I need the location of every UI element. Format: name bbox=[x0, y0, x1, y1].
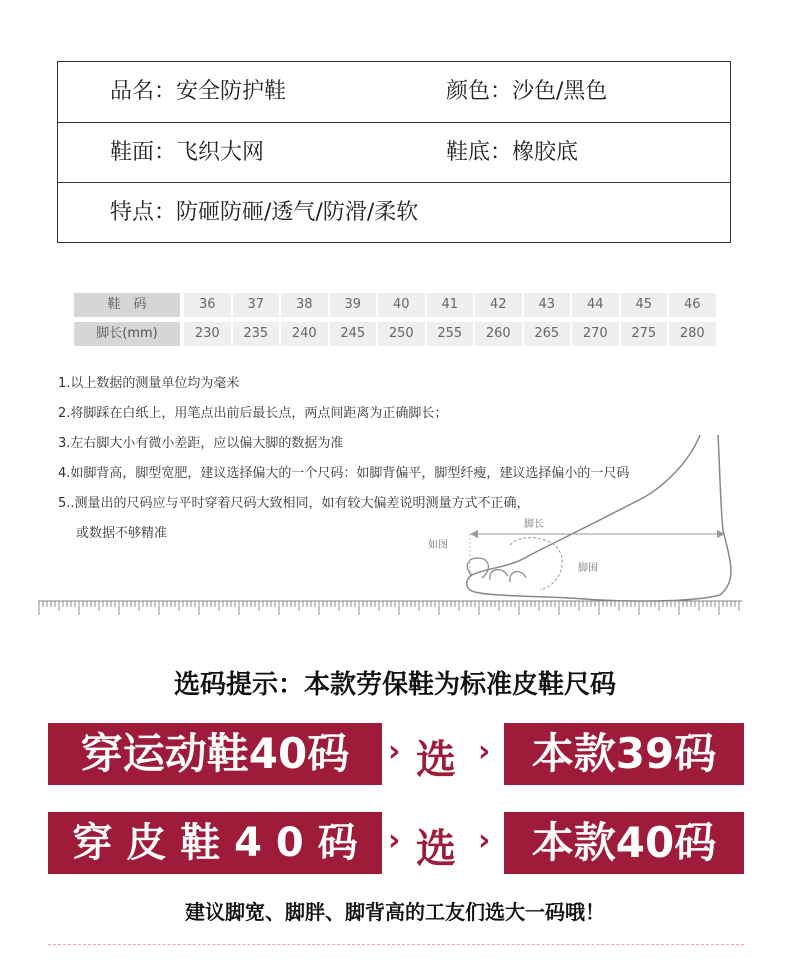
foot-shape-label: 脚围 bbox=[578, 563, 598, 574]
product-info-table bbox=[57, 61, 731, 243]
length-cell: 260 bbox=[475, 322, 522, 346]
length-cell: 245 bbox=[330, 322, 377, 346]
product-upper: 鞋面：飞织大网 bbox=[110, 140, 265, 165]
product-features: 特点：防砸防砸/透气/防滑/柔软 bbox=[110, 200, 419, 225]
divider bbox=[48, 944, 744, 945]
foot-length-label: 脚长 bbox=[524, 519, 544, 530]
rule2-choose: 选 bbox=[416, 826, 456, 872]
length-cell: 250 bbox=[378, 322, 425, 346]
rule2-left-block: 穿 皮 鞋 4 0 码 bbox=[48, 812, 382, 874]
as-shown-label: 如图 bbox=[428, 540, 448, 551]
info-row-upper-sole bbox=[58, 122, 730, 182]
rule1-right-block: 本款39码 bbox=[504, 723, 744, 785]
note-item: 2.将脚踩在白纸上，用笔点出前后最长点，两点间距离为正确脚长； bbox=[58, 406, 448, 421]
note-item: 1.以上数据的测量单位均为毫米 bbox=[58, 376, 240, 391]
arrow-icon: › bbox=[478, 823, 491, 858]
rule1-choose: 选 bbox=[416, 737, 456, 783]
size-cell: 42 bbox=[475, 293, 522, 317]
info-row-name-color bbox=[58, 62, 730, 122]
size-cell: 39 bbox=[330, 293, 377, 317]
length-cell: 240 bbox=[281, 322, 328, 346]
length-row-label: 脚长(mm) bbox=[74, 322, 180, 346]
product-name: 品名：安全防护鞋 bbox=[110, 79, 287, 104]
arrow-icon: › bbox=[388, 823, 401, 858]
product-color: 颜色：沙色/黑色 bbox=[446, 79, 608, 104]
size-cell: 37 bbox=[233, 293, 280, 317]
sizing-tip-title: 选码提示：本款劳保鞋为标准皮鞋尺码 bbox=[173, 670, 616, 700]
length-cell: 280 bbox=[669, 322, 716, 346]
length-cell: 265 bbox=[524, 322, 571, 346]
product-sole: 鞋底：橡胶底 bbox=[446, 140, 579, 165]
size-cell: 44 bbox=[572, 293, 619, 317]
info-row-features bbox=[58, 182, 730, 242]
advice-text: 建议脚宽、脚胖、脚背高的工友们选大一码哦！ bbox=[185, 900, 605, 924]
size-cell: 36 bbox=[184, 293, 231, 317]
length-cell: 230 bbox=[184, 322, 231, 346]
size-cell: 40 bbox=[378, 293, 425, 317]
rule2-right-block: 本款40码 bbox=[504, 812, 744, 874]
size-cell: 45 bbox=[621, 293, 668, 317]
size-row-label: 鞋 码 bbox=[74, 293, 180, 317]
note-item: 或数据不够精准 bbox=[76, 526, 168, 541]
length-cell: 275 bbox=[621, 322, 668, 346]
foot-diagram-icon bbox=[420, 430, 750, 605]
note-item: 3.左右脚大小有微小差距，应以偏大脚的数据为准 bbox=[58, 436, 344, 451]
note-item: 4.如脚背高，脚型宽肥，建议选择偏大的一个尺码：如脚背偏平，脚型纤瘦，建议选择偏小的一尺码 bbox=[58, 466, 630, 481]
rule1-left-block: 穿运动鞋40码 bbox=[48, 723, 382, 785]
arrow-icon: › bbox=[388, 734, 401, 769]
size-cell: 43 bbox=[524, 293, 571, 317]
length-cell: 270 bbox=[572, 322, 619, 346]
size-cell: 38 bbox=[281, 293, 328, 317]
arrow-icon: › bbox=[478, 734, 491, 769]
length-cell: 235 bbox=[233, 322, 280, 346]
note-item: 5..测量出的尺码应与平时穿着尺码大致相同，如有较大偏差说明测量方式不正确， bbox=[58, 496, 530, 511]
size-cell: 41 bbox=[427, 293, 474, 317]
ruler-icon bbox=[38, 598, 742, 620]
length-cell: 255 bbox=[427, 322, 474, 346]
size-cell: 46 bbox=[669, 293, 716, 317]
